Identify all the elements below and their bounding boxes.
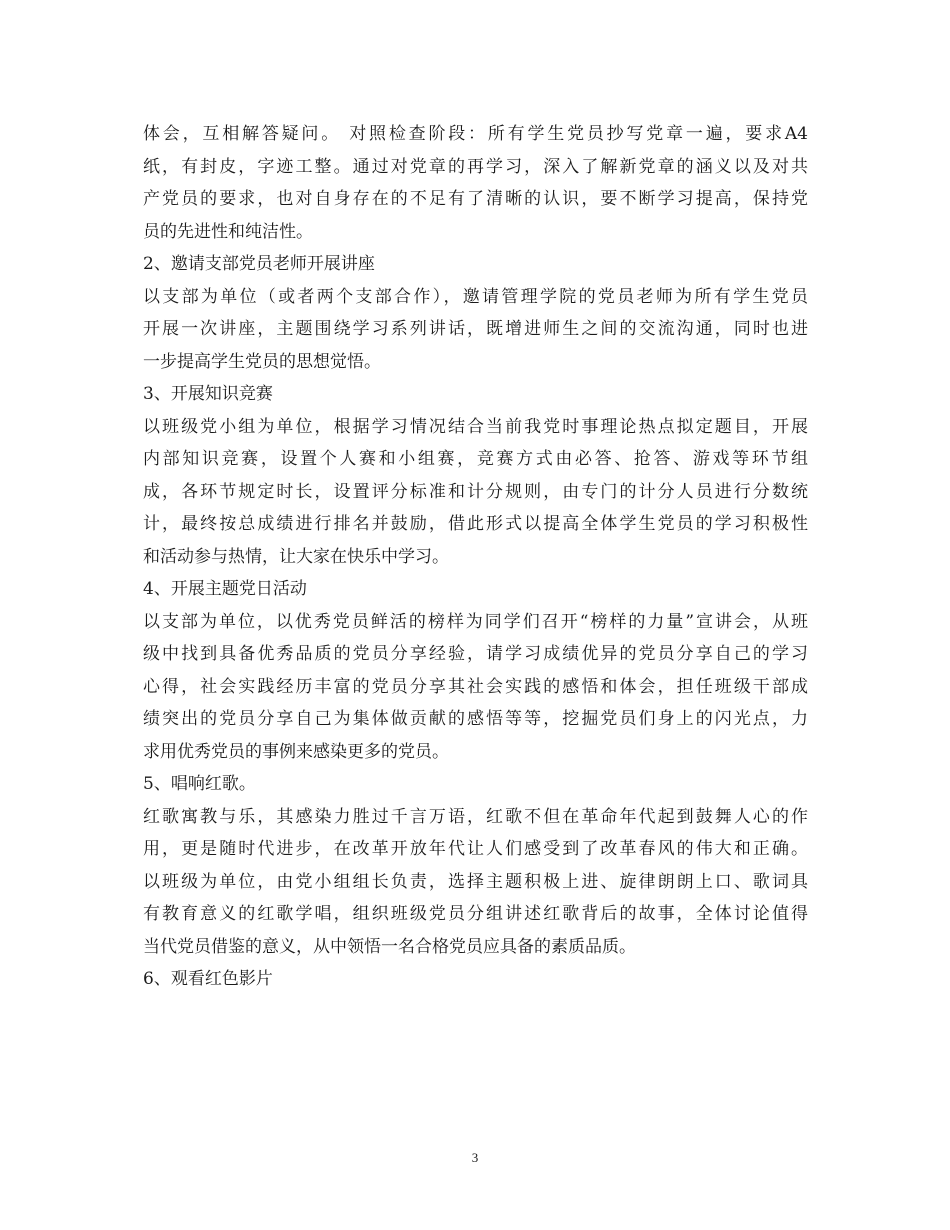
body-line: 和活动参与热情，让大家在快乐中学习。 [143,546,449,567]
body-line: 红歌寓教与乐，其感染力胜过千言万语，红歌不但在革命年代起到鼓舞人心的作 [143,806,808,827]
section-heading: 2、邀请支部党员老师开展讲座 [143,254,375,274]
body-line: 产党员的要求，也对自身存在的不足有了清晰的认识，要不断学习提高，保持党 [143,189,808,209]
body-line: 求用优秀党员的事例来感染更多的党员。 [143,741,449,762]
body-line: 体会，互相解答疑问。 对照检查阶段：所有学生党员抄写党章一遍，要求A4 [143,124,808,144]
body-line: 以支部为单位（或者两个支部合作），邀请管理学院的党员老师为所有学生党员 [143,286,808,307]
body-line: 心得，社会实践经历丰富的党员分享其社会实践的感悟和体会，担任班级干部成 [143,676,808,697]
body-line: 以班级为单位，由党小组组长负责，选择主题积极上进、旋律朗朗上口、歌词具 [143,871,808,892]
page-number: 3 [471,1150,479,1165]
body-line: 当代党员借鉴的意义，从中领悟一名合格党员应具备的素质品质。 [143,936,636,957]
section-heading: 6、观看红色影片 [143,969,273,989]
body-line: 成，各环节规定时长，设置评分标准和计分规则，由专门的计分人员进行分数统 [143,481,808,502]
body-line: 以支部为单位，以优秀党员鲜活的榜样为同学们召开“榜样的力量”宣讲会，从班 [143,611,808,632]
body-line: 员的先进性和纯洁性。 [143,221,313,242]
body-line: 级中找到具备优秀品质的党员分享经验，请学习成绩优异的党员分享自己的学习 [143,644,808,664]
body-line: 计，最终按总成绩进行排名并鼓励，借此形式以提高全体学生党员的学习积极性 [143,514,808,534]
body-line: 内部知识竞赛，设置个人赛和小组赛，竞赛方式由必答、抢答、游戏等环节组 [143,449,808,469]
body-line: 用，更是随时代进步，在改革开放年代让人们感受到了改革春风的伟大和正确。 [143,839,808,859]
section-heading: 4、开展主题党日活动 [143,579,307,599]
body-line: 一步提高学生党员的思想觉悟。 [143,351,381,372]
section-heading: 3、开展知识竞赛 [143,384,273,404]
section-heading: 5、唱响红歌。 [143,774,256,794]
body-line: 绩突出的党员分享自己为集体做贡献的感悟等等，挖掘党员们身上的闪光点，力 [143,709,808,729]
body-line: 以班级党小组为单位，根据学习情况结合当前我党时事理论热点拟定题目，开展 [143,416,808,437]
body-line: 纸，有封皮，字迹工整。通过对党章的再学习，深入了解新党章的涵义以及对共 [143,156,808,177]
body-line: 开展一次讲座，主题围绕学习系列讲话，既增进师生之间的交流沟通，同时也进 [143,319,808,339]
body-line: 有教育意义的红歌学唱，组织班级党员分组讲述红歌背后的故事，全体讨论值得 [143,904,808,924]
document-body [143,118,808,996]
